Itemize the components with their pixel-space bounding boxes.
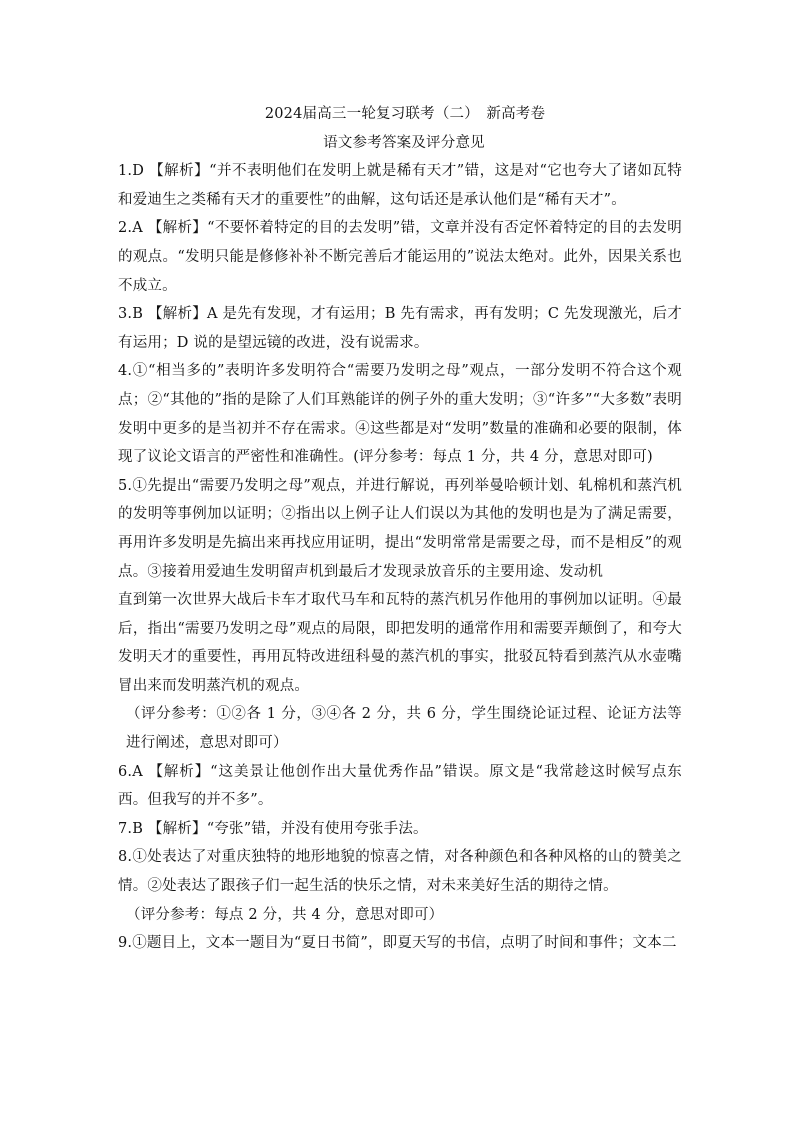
- answer-1: 1.D 【解析】“并不表明他们在发明上就是稀有天才”错，这是对“它也夸大了诸如瓦特和爱迪生之类稀有天才的重要性”的曲解，这句话还是承认他们是“稀有天才”。: [118, 163, 682, 208]
- answer-6: 6.A 【解析】“这美景让他创作出大量优秀作品”错误。原文是“我常趁这时候写点东西。但我写的并不多”。: [118, 763, 682, 809]
- answer-9: 9.①题目上，文本一题目为“夏日书简”，即夏天写的书信，点明了时间和事件；文本二: [118, 935, 677, 952]
- answer-4: 4.①“相当多的”表明许多发明符合“需要乃发明之母”观点，一部分发明不符合这个观点；②“其他的”指的是除了人们耳熟能详的例子外的重大发明；③“许多”“大多数”表明发明中更多的是当初并不存在需求。④这些都是对“发明”数量的准确和必要的限制，体现了议论文语言的严密性和准确性。(评分参考：每点 1 分，共 4 分，意思对即可): [118, 363, 682, 466]
- scoring-note-5: （评分参考：①②各 1 分，③④各 2 分，共 6 分，学生围绕论证过程、论证方法等进行阐述，意思对即可）: [126, 706, 682, 752]
- scoring-note-8: （评分参考：每点 2 分，共 4 分，意思对即可）: [126, 906, 444, 923]
- document-title: 2024届高三一轮复习联考（二） 新高考卷: [264, 106, 546, 122]
- answer-2: 2.A 【解析】“不要怀着特定的目的去发明”错，文章并没有否定怀着特定的目的去发明的观点。“发明只能是修修补补不断完善后才能运用的”说法太绝对。此外，因果关系也不成立。: [118, 220, 682, 294]
- answer-5-continued: 直到第一次世界大战后卡车才取代马车和瓦特的蒸汽机另作他用的事例加以证明。④最后，指出“需要乃发明之母”观点的局限，即把发明的通常作用和需要弄颠倒了，和夸大发明天才的重要性，再用瓦特改进纽科曼的蒸汽机的事实，批驳瓦特看到蒸汽从水壶嘴冒出来而发明蒸汽机的观点。: [118, 592, 682, 694]
- answer-7: 7.B 【解析】“夸张”错，并没有使用夸张手法。: [118, 820, 428, 837]
- answer-5: 5.①先提出“需要乃发明之母”观点，并进行解说，再列举曼哈顿计划、轧棉机和蒸汽机的发明等事例加以证明；②指出以上例子让人们误以为其他的发明也是为了满足需要，再用许多发明是先搞出来再找应用证明，提出“发明常常是需要之母，而不是相反”的观点。③接着用爱迪生发明留声机到最后才发现录放音乐的主要用途、发动机: [118, 477, 682, 580]
- answer-3: 3.B 【解析】A 是先有发现，才有运用；B 先有需求，再有发明；C 先发现激光，后才有运用；D 说的是望远镜的改进，没有说需求。: [118, 306, 682, 351]
- document-subtitle: 语文参考答案及评分意见: [323, 134, 485, 151]
- answer-8: 8.①处表达了对重庆独特的地形地貌的惊喜之情，对各种颜色和各种风格的山的赞美之情。②处表达了跟孩子们一起生活的快乐之情，对未来美好生活的期待之情。: [118, 849, 682, 895]
